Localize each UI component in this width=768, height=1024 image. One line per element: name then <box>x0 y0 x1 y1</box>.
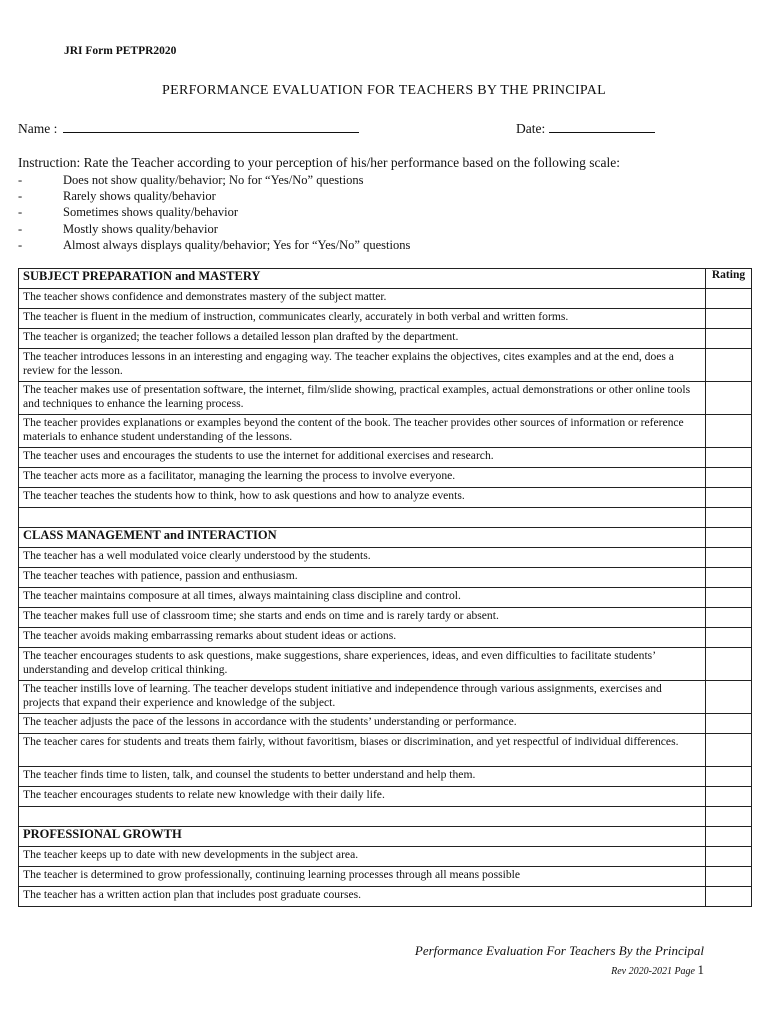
section-heading: CLASS MANAGEMENT and INTERACTION <box>19 528 706 548</box>
rating-cell[interactable] <box>706 349 752 382</box>
scale-dash: - <box>18 205 23 220</box>
date-row <box>516 119 655 137</box>
rating-cell[interactable] <box>706 648 752 681</box>
criterion-text: The teacher is fluent in the medium of instruction, communicates clearly, accurately in both verbal and written forms. <box>19 309 706 329</box>
rating-cell[interactable] <box>706 681 752 714</box>
rating-cell[interactable] <box>706 847 752 867</box>
name-label: Name : <box>18 121 58 136</box>
rating-cell[interactable] <box>706 734 752 767</box>
criterion-text: The teacher has a well modulated voice clearly understood by the students. <box>19 548 706 568</box>
criterion-text: The teacher makes full use of classroom time; she starts and ends on time and is rarely tardy or absent. <box>19 608 706 628</box>
rating-cell[interactable] <box>706 867 752 887</box>
rating-cell <box>706 827 752 847</box>
rating-cell[interactable] <box>706 329 752 349</box>
rating-cell[interactable] <box>706 767 752 787</box>
blank-row <box>19 508 706 528</box>
rating-cell[interactable] <box>706 608 752 628</box>
rating-header: Rating <box>706 269 752 289</box>
criterion-text: The teacher shows confidence and demonstrates mastery of the subject matter. <box>19 289 706 309</box>
rating-cell[interactable] <box>706 714 752 734</box>
criterion-text: The teacher teaches the students how to think, how to ask questions and how to analyze events. <box>19 488 706 508</box>
rating-cell[interactable] <box>706 382 752 415</box>
rating-cell[interactable] <box>706 588 752 608</box>
rating-cell <box>706 508 752 528</box>
criterion-text: The teacher avoids making embarrassing remarks about student ideas or actions. <box>19 628 706 648</box>
rating-cell <box>706 807 752 827</box>
footer-rev-text: Rev 2020-2021 Page <box>611 966 698 977</box>
rating-cell[interactable] <box>706 468 752 488</box>
scale-item <box>18 188 410 204</box>
criterion-text: The teacher is organized; the teacher follows a detailed lesson plan drafted by the department. <box>19 329 706 349</box>
footer-revision <box>611 962 704 978</box>
rating-cell <box>706 528 752 548</box>
evaluation-table <box>18 268 752 907</box>
criterion-text: The teacher uses and encourages the students to use the internet for additional exercises and research. <box>19 448 706 468</box>
criterion-text: The teacher is determined to grow professionally, continuing learning processes through all means possible <box>19 867 706 887</box>
criterion-text: The teacher keeps up to date with new developments in the subject area. <box>19 847 706 867</box>
rating-cell[interactable] <box>706 415 752 448</box>
scale-item <box>18 221 410 237</box>
criterion-text: The teacher finds time to listen, talk, and counsel the students to better understand and help them. <box>19 767 706 787</box>
criterion-text: The teacher maintains composure at all times, always maintaining class discipline and control. <box>19 588 706 608</box>
date-label: Date: <box>516 121 546 136</box>
scale-text: Mostly shows quality/behavior <box>63 221 218 236</box>
section-heading: PROFESSIONAL GROWTH <box>19 827 706 847</box>
scale-text: Almost always displays quality/behavior; Yes for “Yes/No” questions <box>63 237 411 252</box>
scale-text: Does not show quality/behavior; No for “Yes/No” questions <box>63 173 364 187</box>
scale-text: Rarely shows quality/behavior <box>63 189 216 204</box>
rating-cell[interactable] <box>706 887 752 907</box>
date-field[interactable] <box>549 119 655 133</box>
rating-cell[interactable] <box>706 448 752 468</box>
scale-item <box>18 237 410 253</box>
criterion-text: The teacher makes use of presentation software, the internet, film/slide showing, practical examples, actual demonstrations or other online tools and techniques to enhance the learning process. <box>19 382 706 415</box>
name-row <box>18 119 359 137</box>
criterion-text: The teacher encourages students to ask questions, make suggestions, share experiences, ideas, and even difficulties to facilitate students’ understanding and develop critical thinking. <box>19 648 706 681</box>
criterion-text: The teacher cares for students and treats them fairly, without favoritism, biases or discrimination, and yet respectful of individual differences. <box>19 734 706 767</box>
form-id: JRI Form PETPR2020 <box>64 45 177 57</box>
criterion-text: The teacher acts more as a facilitator, managing the learning the process to involve everyone. <box>19 468 706 488</box>
criterion-text: The teacher introduces lessons in an interesting and engaging way. The teacher explains the objectives, cites examples and at the end, does a review for the lesson. <box>19 349 706 382</box>
scale-item <box>18 172 410 188</box>
rating-cell[interactable] <box>706 488 752 508</box>
rating-cell[interactable] <box>706 289 752 309</box>
blank-row <box>19 807 706 827</box>
criterion-text: The teacher instills love of learning. The teacher develops student initiative and independence through various assignments, exercises and projects that expand their experience and knowledge of the subject. <box>19 681 706 714</box>
rating-scale-list <box>18 172 410 253</box>
rating-cell[interactable] <box>706 628 752 648</box>
rating-cell[interactable] <box>706 568 752 588</box>
scale-item <box>18 204 410 220</box>
criterion-text: The teacher adjusts the pace of the lessons in accordance with the students’ understanding or performance. <box>19 714 706 734</box>
scale-dash: - <box>18 237 23 252</box>
criterion-text: The teacher has a written action plan that includes post graduate courses. <box>19 887 706 907</box>
rating-cell[interactable] <box>706 309 752 329</box>
instruction-text: Instruction: Rate the Teacher according to your perception of his/her performance based on the following scale: <box>18 155 620 170</box>
page-title: PERFORMANCE EVALUATION FOR TEACHERS BY THE PRINCIPAL <box>162 83 606 98</box>
name-field[interactable] <box>63 119 359 133</box>
criterion-text: The teacher teaches with patience, passion and enthusiasm. <box>19 568 706 588</box>
rating-cell[interactable] <box>706 787 752 807</box>
scale-dash: - <box>18 221 23 236</box>
rating-cell[interactable] <box>706 548 752 568</box>
criterion-text: The teacher provides explanations or examples beyond the content of the book. The teacher provides other sources of information or reference materials to enhance student understanding of the lessons. <box>19 415 706 448</box>
criterion-text: The teacher encourages students to relate new knowledge with their daily life. <box>19 787 706 807</box>
scale-dash: - <box>18 189 23 204</box>
section-heading: SUBJECT PREPARATION and MASTERY <box>19 269 706 289</box>
scale-dash: - <box>18 173 23 187</box>
footer-title: Performance Evaluation For Teachers By the Principal <box>414 943 704 958</box>
scale-text: Sometimes shows quality/behavior <box>63 205 238 220</box>
page-number: 1 <box>697 962 704 977</box>
